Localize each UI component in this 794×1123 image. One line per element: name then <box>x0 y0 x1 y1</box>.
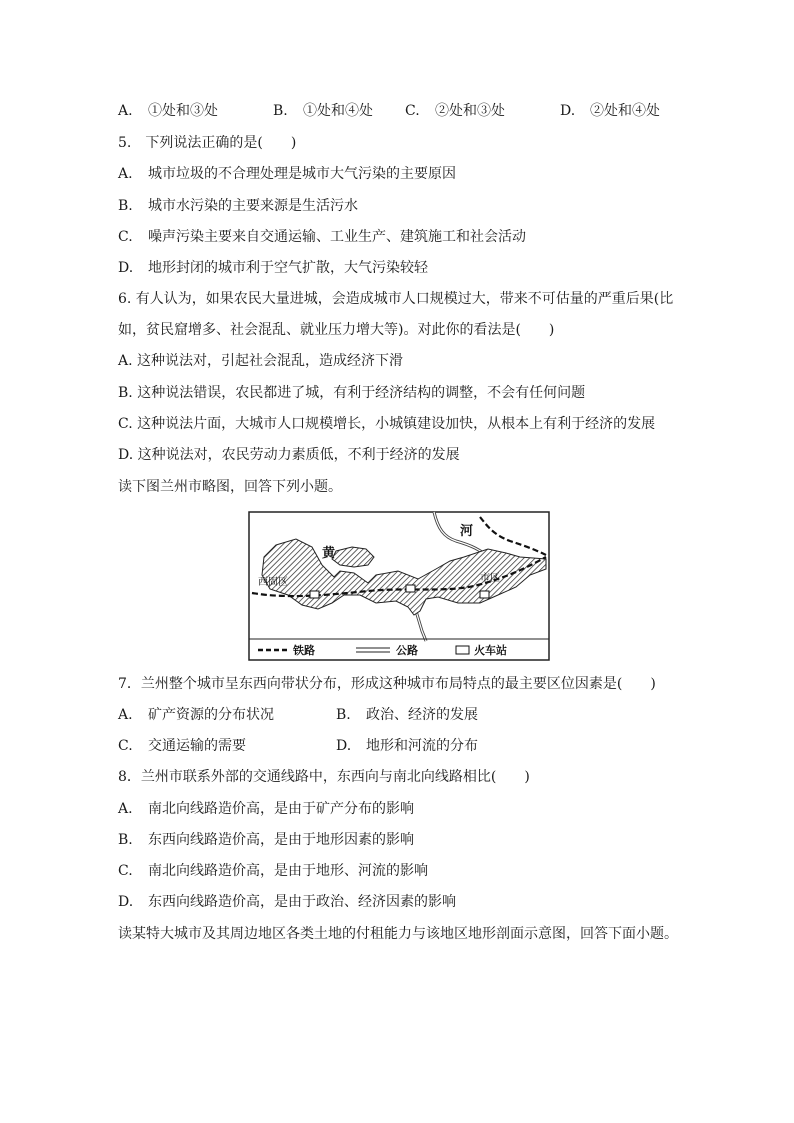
label-shiqu: 市区 <box>480 573 500 584</box>
urban-area-north <box>332 547 374 567</box>
q6-option-a: A. 这种说法对，引起社会混乱，造成经济下滑 <box>118 353 404 369</box>
q8-option-c: C. 南北向线路造价高，是由于地形、河流的影响 <box>118 863 428 879</box>
legend-railway-label: 铁路 <box>293 644 315 657</box>
q6-option-b: B. 这种说法错误，农民都进了城，有利于经济结构的调整，不会有任何问题 <box>118 385 586 401</box>
station-xigu-icon <box>310 591 319 598</box>
legend-road-label: 公路 <box>396 644 418 657</box>
label-he: 河 <box>460 524 474 539</box>
station-center-icon <box>406 585 415 592</box>
q4-option-b: B. ①处和④处 <box>273 103 373 119</box>
map-intro: 读下图兰州市略图，回答下列小题。 <box>118 479 342 495</box>
lanzhou-map <box>248 511 550 661</box>
q8-option-b: B. 东西向线路造价高，是由于地形因素的影响 <box>118 832 414 848</box>
q7-option-a: A. 矿产资源的分布状况 <box>118 707 274 723</box>
q5-option-b: B. 城市水污染的主要来源是生活污水 <box>118 198 358 214</box>
q7-option-d: D. 地形和河流的分布 <box>336 738 478 754</box>
label-xigu: 西固区 <box>258 577 288 588</box>
final-intro: 读某特大城市及其周边地区各类土地的付租能力与该地区地形剖面示意图，回答下面小题。 <box>118 926 678 942</box>
q6-option-c: C. 这种说法片面，大城市人口规模增长，小城镇建设加快，从根本上有利于经济的发展 <box>118 416 656 432</box>
q5-option-d: D. 地形封闭的城市利于空气扩散，大气污染较轻 <box>118 260 428 276</box>
q7-option-b: B. 政治、经济的发展 <box>336 707 478 723</box>
q5-option-a: A. 城市垃圾的不合理处理是城市大气污染的主要原因 <box>118 166 456 182</box>
q6-option-d: D. 这种说法对，农民劳动力素质低，不利于经济的发展 <box>118 447 460 463</box>
q4-option-d: D. ②处和④处 <box>560 103 660 119</box>
q8-option-d: D. 东西向线路造价高，是由于政治、经济因素的影响 <box>118 894 456 910</box>
q4-option-a: A. ①处和③处 <box>118 103 218 119</box>
station-east-icon <box>480 591 489 598</box>
legend-station-icon <box>456 646 469 654</box>
q7-option-c: C. 交通运输的需要 <box>118 738 246 754</box>
label-huang: 黄 <box>322 546 336 561</box>
legend-station-label: 火车站 <box>474 644 507 657</box>
q8-stem: 8．兰州市联系外部的交通线路中，东西向与南北向线路相比( ) <box>118 769 530 785</box>
q8-option-a: A. 南北向线路造价高，是由于矿产分布的影响 <box>118 801 414 817</box>
q6-stem-line1: 6. 有人认为，如果农民大量进城，会造成城市人口规模过大，带来不可估量的严重后果(比 <box>118 291 674 307</box>
q5-option-c: C. 噪声污染主要来自交通运输、工业生产、建筑施工和社会活动 <box>118 229 526 245</box>
q6-stem-line2: 如，贫民窟增多、社会混乱、就业压力增大等)。对此你的看法是( ) <box>118 322 555 338</box>
q7-stem: 7．兰州整个城市呈东西向带状分布，形成这种城市布局特点的最主要区位因素是( ) <box>118 676 656 692</box>
q4-option-c: C. ②处和③处 <box>405 103 505 119</box>
q5-stem: 5. 下列说法正确的是( ) <box>118 135 297 151</box>
